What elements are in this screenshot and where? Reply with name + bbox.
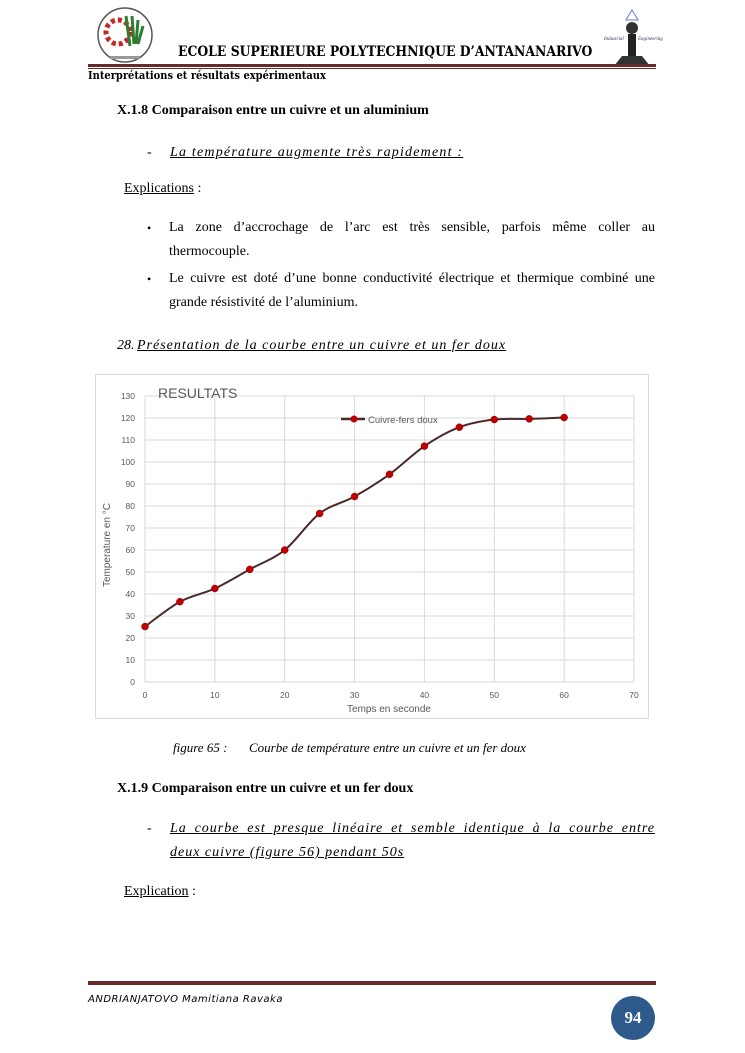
y-axis-label: Temperature en °C bbox=[102, 502, 113, 588]
explications-text: Explications bbox=[124, 181, 194, 196]
y-tick-label: 60 bbox=[125, 545, 135, 555]
y-tick-label: 0 bbox=[130, 677, 135, 687]
line-chart bbox=[95, 374, 649, 719]
section-heading: X.1.9 Comparaison entre un cuivre et un fer doux bbox=[117, 781, 414, 796]
x-tick-label: 0 bbox=[142, 690, 148, 700]
data-point bbox=[142, 623, 149, 630]
bullet-text: grande résistivité de l’aluminium. bbox=[169, 295, 358, 310]
y-tick-label: 50 bbox=[125, 567, 135, 577]
y-tick-label: 90 bbox=[125, 479, 135, 489]
data-point bbox=[176, 598, 183, 605]
y-tick-label: 70 bbox=[125, 523, 135, 533]
data-point bbox=[421, 443, 428, 450]
dash: - bbox=[147, 145, 152, 160]
y-tick-label: 110 bbox=[121, 435, 135, 445]
header-title: ECOLE SUPERIEURE POLYTECHNIQUE D’ANTANANARIVO bbox=[178, 44, 593, 60]
footer-rule bbox=[88, 981, 656, 985]
bullet-icon: • bbox=[147, 221, 152, 235]
data-point bbox=[526, 415, 533, 422]
data-point bbox=[316, 510, 323, 517]
data-point bbox=[561, 414, 568, 421]
legend-marker bbox=[351, 416, 358, 423]
y-tick-label: 100 bbox=[120, 457, 135, 467]
section-point: La température augmente très rapidement : bbox=[170, 145, 464, 160]
explication-text: Explication bbox=[124, 884, 189, 899]
figure-number: 28. bbox=[117, 338, 135, 353]
svg-text:Engineering: Engineering bbox=[638, 37, 663, 42]
data-point bbox=[211, 585, 218, 592]
data-point bbox=[386, 471, 393, 478]
bullet-icon: • bbox=[147, 272, 152, 286]
y-tick-label: 40 bbox=[125, 589, 135, 599]
svg-text:Industrial: Industrial bbox=[604, 37, 624, 42]
legend-label: Cuivre-fers doux bbox=[368, 415, 438, 426]
industrial-engineering-logo bbox=[604, 8, 663, 70]
data-point bbox=[491, 416, 498, 423]
x-tick-label: 50 bbox=[489, 690, 500, 700]
bullet-text: thermocouple. bbox=[169, 244, 250, 259]
footer-author: ANDRIANJATOVO Mamitiana Ravaka bbox=[88, 994, 283, 1005]
section-point: La courbe est presque linéaire et semble identique à la courbe entre bbox=[170, 821, 655, 836]
explication-label: Explication : bbox=[124, 884, 196, 899]
x-tick-label: 60 bbox=[559, 690, 569, 700]
explications-label: Explications : bbox=[124, 181, 202, 196]
data-point bbox=[246, 566, 253, 573]
dash: - bbox=[147, 821, 152, 836]
y-tick-label: 80 bbox=[125, 501, 135, 511]
data-point bbox=[456, 424, 463, 431]
x-axis-label: Temps en seconde bbox=[347, 704, 431, 715]
section-point: deux cuivre (figure 56) pendant 50s bbox=[170, 845, 405, 860]
y-tick-label: 30 bbox=[125, 611, 135, 621]
bullet-text: Le cuivre est doté d’une bonne conductivité électrique et thermique combiné une bbox=[169, 271, 655, 286]
y-tick-label: 120 bbox=[120, 413, 135, 423]
data-point bbox=[281, 547, 288, 554]
section-heading: X.1.8 Comparaison entre un cuivre et un aluminium bbox=[117, 103, 429, 118]
x-tick-label: 20 bbox=[279, 690, 290, 700]
bullet-text: La zone d’accrochage de l’arc est très sensible, parfois même coller au bbox=[169, 220, 655, 235]
espa-logo bbox=[96, 6, 154, 64]
y-tick-label: 20 bbox=[125, 633, 135, 643]
y-tick-label: 10 bbox=[125, 655, 135, 665]
header-subtitle: Interprétations et résultats expérimentaux bbox=[88, 69, 326, 82]
x-tick-label: 40 bbox=[419, 690, 430, 700]
y-tick-label: 130 bbox=[120, 391, 135, 401]
chart-title: RESULTATS bbox=[158, 385, 238, 401]
data-point bbox=[351, 493, 358, 500]
figure-caption-label: figure 65 : bbox=[173, 740, 228, 755]
chart-border bbox=[96, 375, 649, 719]
x-tick-label: 30 bbox=[349, 690, 360, 700]
page-number: 94 bbox=[611, 996, 655, 1040]
figure-caption: Courbe de température entre un cuivre et un fer doux bbox=[249, 740, 526, 755]
header-rule bbox=[88, 64, 656, 67]
figure-heading: Présentation de la courbe entre un cuivre et un fer doux bbox=[137, 338, 507, 353]
x-tick-label: 70 bbox=[629, 690, 639, 700]
x-tick-label: 10 bbox=[210, 690, 220, 700]
